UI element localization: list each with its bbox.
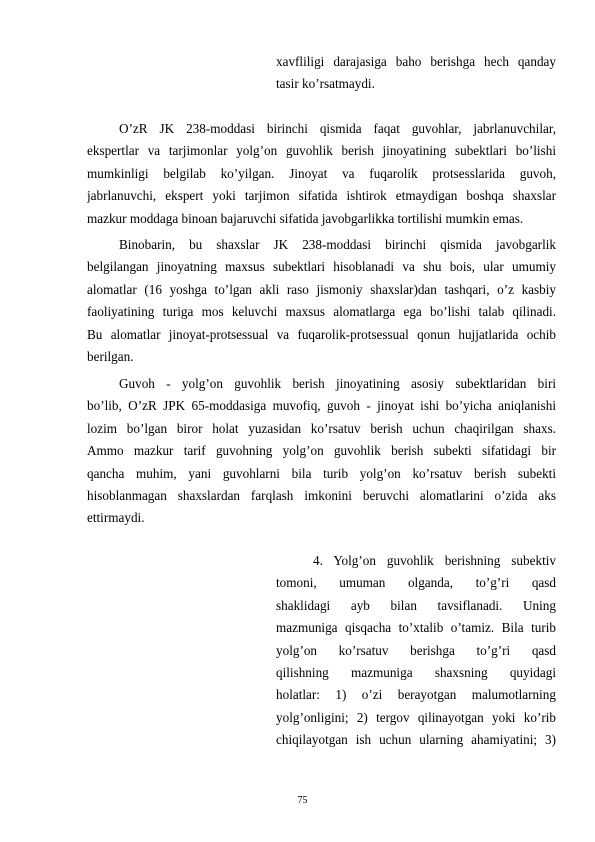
text-line: Bu alomatlar jinoyat-protsessual va fuqarolik-protsessual qonun hujjatlarida ochib	[87, 326, 556, 342]
text-line: chiqilayotgan ish uchun ularning ahamiyatini; 3)	[276, 732, 556, 748]
text-line: mazmuniga qisqacha to’xtalib o’tamiz. Bila turib	[276, 620, 556, 636]
text-line: shaklidagi ayb bilan tavsiflanadi. Uning	[276, 597, 556, 613]
text-line: tasir ko’rsatmaydi.	[276, 76, 375, 92]
text-line: O’zR JK 238-moddasi birinchi qismida faqat guvohlar, jabrlanuvchilar,	[119, 121, 556, 136]
text-line: qancha muhim, yani guvohlarni bila turib yolg’on ko’rsatuv berish subekti	[87, 465, 556, 481]
text-line: belgilangan jinoyatning maxsus subektlari hisoblanadi va shu bois, ular umumiy	[87, 259, 556, 275]
text-line: Ammo mazkur tarif guvohning yolg’on guvohlik berish subekti sifatidagi bir	[87, 443, 556, 459]
paragraph-3	[87, 373, 556, 530]
text-line: lozim bo’lgan biror holat yuzasidan ko’rsatuv berish uchun chaqirilgan shaxs.	[87, 420, 556, 436]
paragraph-2	[87, 234, 556, 368]
text-line: yolg’onligini; 2) tergov qilinayotgan yoki ko’rib	[276, 709, 556, 725]
text-line: tomoni, umuman olganda, to’g’ri qasd	[276, 575, 556, 591]
text-line: alomatlar (16 yoshga to’lgan akli raso jismoniy shaxslar)dan tashqari, o’z kasbiy	[87, 281, 556, 297]
paragraph-1	[87, 118, 556, 230]
text-line: jabrlanuvchi, ekspert yoki tarjimon sifatida ishtirok etmaydigan boshqa shaxslar	[87, 188, 556, 204]
text-line: qilishning mazmuniga shaxsning quyidagi	[276, 664, 556, 680]
text-line: hisoblanmagan shaxslardan farqlash imkonini beruvchi alomatlarini o’zida aks	[87, 487, 556, 503]
paragraph-4	[276, 550, 556, 752]
continuation-text	[276, 51, 556, 96]
text-line: holatlar: 1) o’zi berayotgan malumotlarning	[276, 687, 556, 703]
text-line: faoliyatining turiga mos keluvchi maxsus alomatlarga ega bo’lishi talab qilinadi.	[87, 304, 556, 320]
text-line: Guvoh - yolg’on guvohlik berish jinoyatining asosiy subektlaridan biri	[119, 376, 556, 391]
text-line: bo’lib, O’zR JPK 65-moddasiga muvofiq, guvoh - jinoyat ishi bo’yicha aniqlanishi	[87, 398, 556, 414]
text-line: Binobarin, bu shaxslar JK 238-moddasi birinchi qismida javobgarlik	[119, 237, 556, 252]
text-line: yolg’on ko’rsatuv berishga to’g’ri qasd	[276, 642, 556, 658]
text-line: berilgan.	[87, 348, 134, 364]
text-line: xavfliligi darajasiga baho berishga hech qanday	[276, 54, 556, 69]
page-number: 75	[297, 795, 308, 806]
text-line: mumkinligi belgilab ko’yilgan. Jinoyat va fuqarolik protsesslarida guvoh,	[87, 165, 556, 181]
text-line: mazkur moddaga binoan bajaruvchi sifatida javobgarlikka tortilishi mumkin emas.	[87, 210, 524, 226]
text-line: ettirmaydi.	[87, 510, 145, 526]
text-line: ekspertlar va tarjimonlar yolg’on guvohlik berish jinoyatining subektlari bo’lishi	[87, 143, 556, 159]
text-line: 4. Yolg’on guvohlik berishning subektiv	[313, 553, 556, 568]
